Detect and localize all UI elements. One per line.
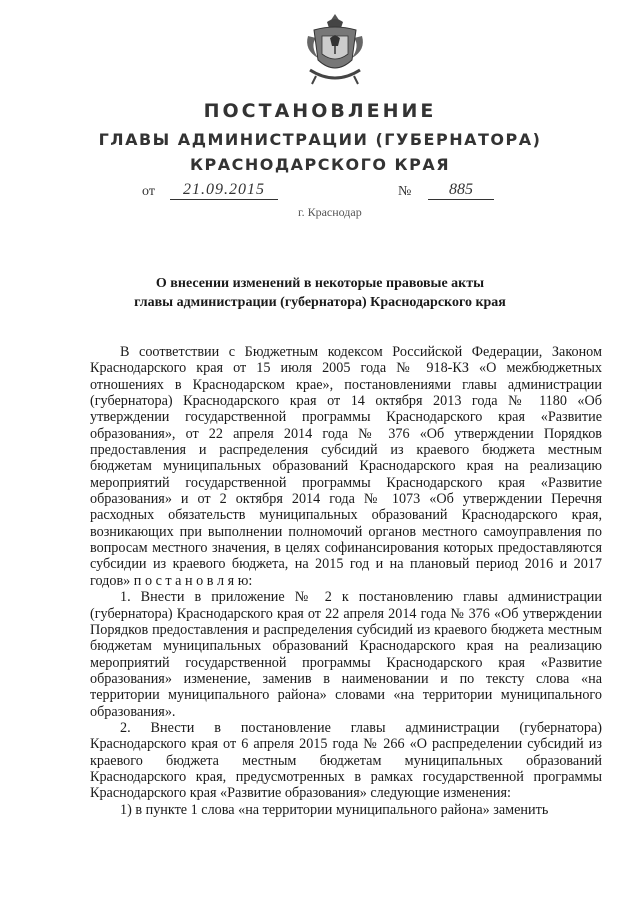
document-title-line-1: О внесении изменений в некоторые правовые акты — [155, 276, 485, 291]
city-label: г. Краснодар — [298, 205, 362, 219]
preamble-paragraph: В соответствии с Бюджетным кодексом Российской Федерации, Законом Краснодарского края от 15 июля 2005 года № 918-КЗ «О межбюджетных отношениях в Краснодарском крае», постановлениями главы администрации (губернатора) Краснодарского края от 14 октября 2013 года № 1180 «Об утверждении государственной программы Краснодарского края «Развитие образования», от 22 апреля 2014 года № 376 «Об утверждении Порядков предоставления и распределения субсидий из краевого бюджета местным бюджетам муниципальных образований Краснодарского края на реализацию мероприятий государственной программы Краснодарского края «Развитие образования» и от 2 октября 2014 года № 1073 «Об утверждении Перечня расходных обязательств муниципальных образований Краснодарского края, возникающих при выполнении полномочий органов местного самоуправления по вопросам местного значения, в целях софинансирования которых предоставляются субсидии из краевого бюджета, на 2015 год и на плановый период 2016 и 2017 годов» п о с т а н о в л я ю: — [90, 344, 602, 589]
document-date: 21.09.2015 — [170, 181, 278, 200]
document-body — [90, 344, 602, 818]
subclause-1-paragraph: 1) в пункте 1 слова «на территории муниципального района» заменить — [120, 801, 549, 818]
date-label: от — [142, 184, 155, 199]
region-heading: КРАСНОДАРСКОГО КРАЯ — [189, 155, 451, 174]
document-title-line-2: главы администрации (губернатора) Краснодарского края — [134, 295, 506, 310]
issuer-heading: ГЛАВЫ АДМИНИСТРАЦИИ (ГУБЕРНАТОРА) — [98, 130, 542, 149]
number-label: № — [398, 184, 412, 199]
clause-1-paragraph: 1. Внести в приложение № 2 к постановлению главы администрации (губернатора) Краснодарского края от 22 апреля 2014 года № 376 «Об утверждении Порядков предоставления и распределения субсидий из краевого бюджета местным бюджетам муниципальных образований Краснодарского края на реализацию мероприятий государственной программы Краснодарского края «Развитие образования» изменение, заменив в наименовании и по тексту слова «на территории муниципального района» словами «на территории муниципального образования». — [90, 589, 602, 720]
clause-2-paragraph: 2. Внести в постановление главы администрации (губернатора) Краснодарского края от 6 апреля 2015 года № 266 «О распределении субсидий из краевого бюджета местным бюджетам муниципальных образований Краснодарского края, предусмотренных в рамках государственной программы Краснодарского края «Развитие образования» следующие изменения: — [90, 719, 602, 802]
document-number: 885 — [428, 181, 494, 200]
coat-of-arms-icon — [300, 10, 370, 90]
document-type-heading: ПОСТАНОВЛЕНИЕ — [203, 100, 437, 122]
